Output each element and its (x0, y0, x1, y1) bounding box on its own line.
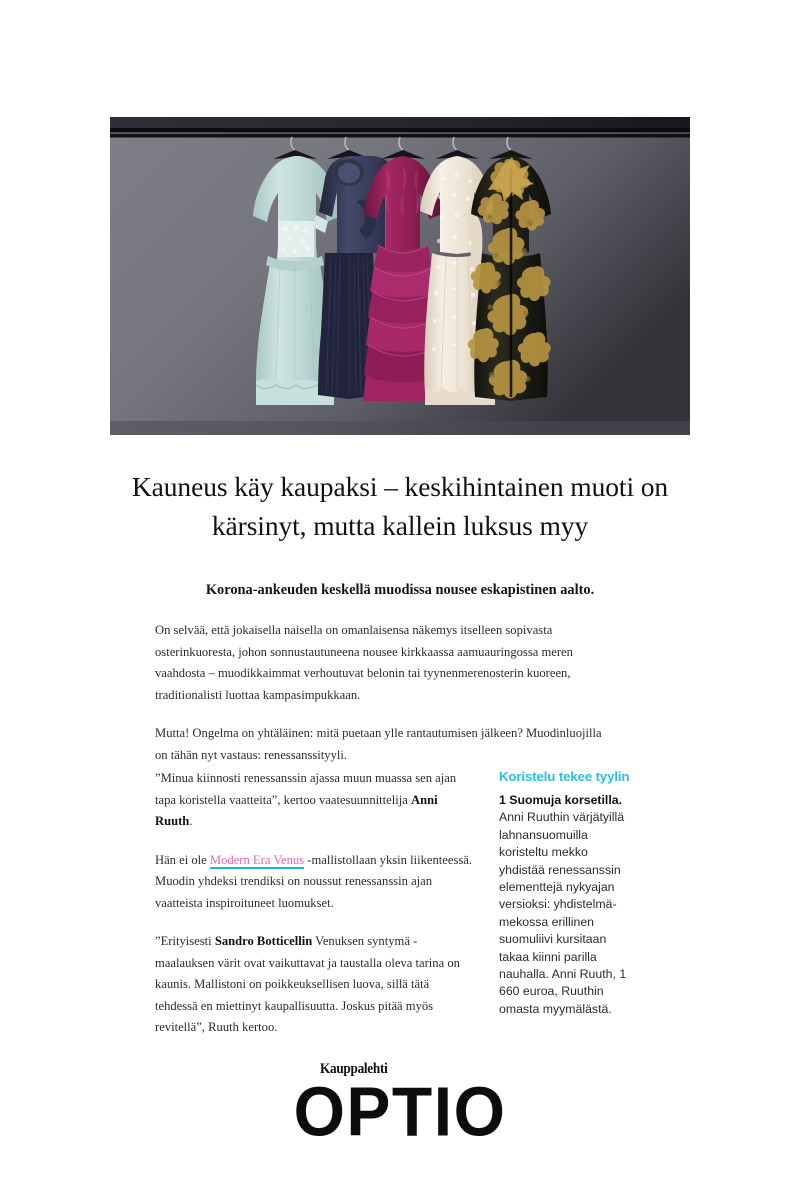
sidebar-title: Koristelu tekee tyylin (499, 769, 630, 784)
body-paragraph-quote-2 (155, 931, 473, 1039)
body-paragraph-quote-1 (155, 768, 473, 833)
modern-era-venus-link[interactable]: Modern Era Venus (209, 852, 305, 867)
logo-lockup (293, 1061, 507, 1151)
quote-1-before: ”Minua kiinnosti renessanssin ajassa muun muassa sen ajan tapa koristella vaatteita”, kertoo vaatesuunnittelija (155, 771, 457, 807)
body-paragraph-link (155, 850, 473, 915)
designer-name: Anni Ruuth (155, 792, 438, 828)
hero-image (110, 117, 690, 435)
standfirst: Korona-ankeuden keskellä muodissa nousee eskapistinen aalto. (205, 582, 595, 599)
sidebar-lead: 1 Suomuja korsetilla. (499, 793, 623, 807)
quote-2-before: ”Erityisesti (155, 934, 215, 948)
sidebar-factbox (499, 768, 633, 1018)
intro-paragraph-1: On selvää, että jokaisella naisella on omanlaisensa näkemys itselleen sopivasta osterinkuoresta, johon sonnustautuneena nousee kirkkaassa aamuauringossa meren vaahdosta – muodikkaimmat verhoutuvat belonin tai tyynenmerenosterin kuoreen, traditionalisti luottaa kampasimpukkaan. (155, 623, 573, 702)
hero-illustration (110, 117, 690, 435)
garment-gold (468, 150, 551, 401)
quote-2-after: Venuksen syntymä -maalauksen värit ovat vaikuttavat ja taustalla oleva tarina on kaunis. Mallistoni on poikkeuksellisen luova, sillä tätä tehdessä en miettinyt kaupallisuutta. Joskus pitää myös revitellä”, Ruuth kertoo. (155, 934, 460, 1034)
page-title: Kauneus käy kaupaksi – keskihintainen muoti on kärsinyt, mutta kallein luksus myy (131, 471, 669, 542)
logo-wordmark: OPTIO (293, 1072, 507, 1151)
link-paragraph-after: -mallistollaan yksin liikenteessä. Muodin yhdeksi trendiksi on noussut renessanssin ajan vaatteista inspiroituneet luomukset. (155, 852, 472, 910)
article-columns (155, 768, 633, 1039)
logo-kicker: Kauppalehti (319, 1061, 388, 1077)
sidebar-body (499, 792, 633, 1018)
article-body-column (155, 768, 473, 1039)
sidebar-body-text: Anni Ruuthin värjätyillä lahnansuomuilla koristeltu mekko yhdistää renessanssin elementtejä nykyajan versioksi: yhdistelmä-mekossa erillinen suomuliivi kursitaan takaa kiinni parilla nauhalla. Anni Ruuth, 1 660 euroa, Ruuthin omasta myymälästä. (499, 810, 627, 1016)
quote-1-after: . (189, 814, 193, 828)
intro-paragraph-2: Mutta! Ongelma on yhtäläinen: mitä puetaan ylle rantautumisen jälkeen? Muodinluojilla on tähän nyt vastaus: renessanssityyli. (155, 726, 602, 762)
publication-logo (0, 1061, 800, 1151)
painter-name: Sandro Botticellin (214, 934, 313, 948)
article-intro (155, 620, 605, 766)
link-paragraph-before: Hän ei ole (155, 852, 210, 867)
